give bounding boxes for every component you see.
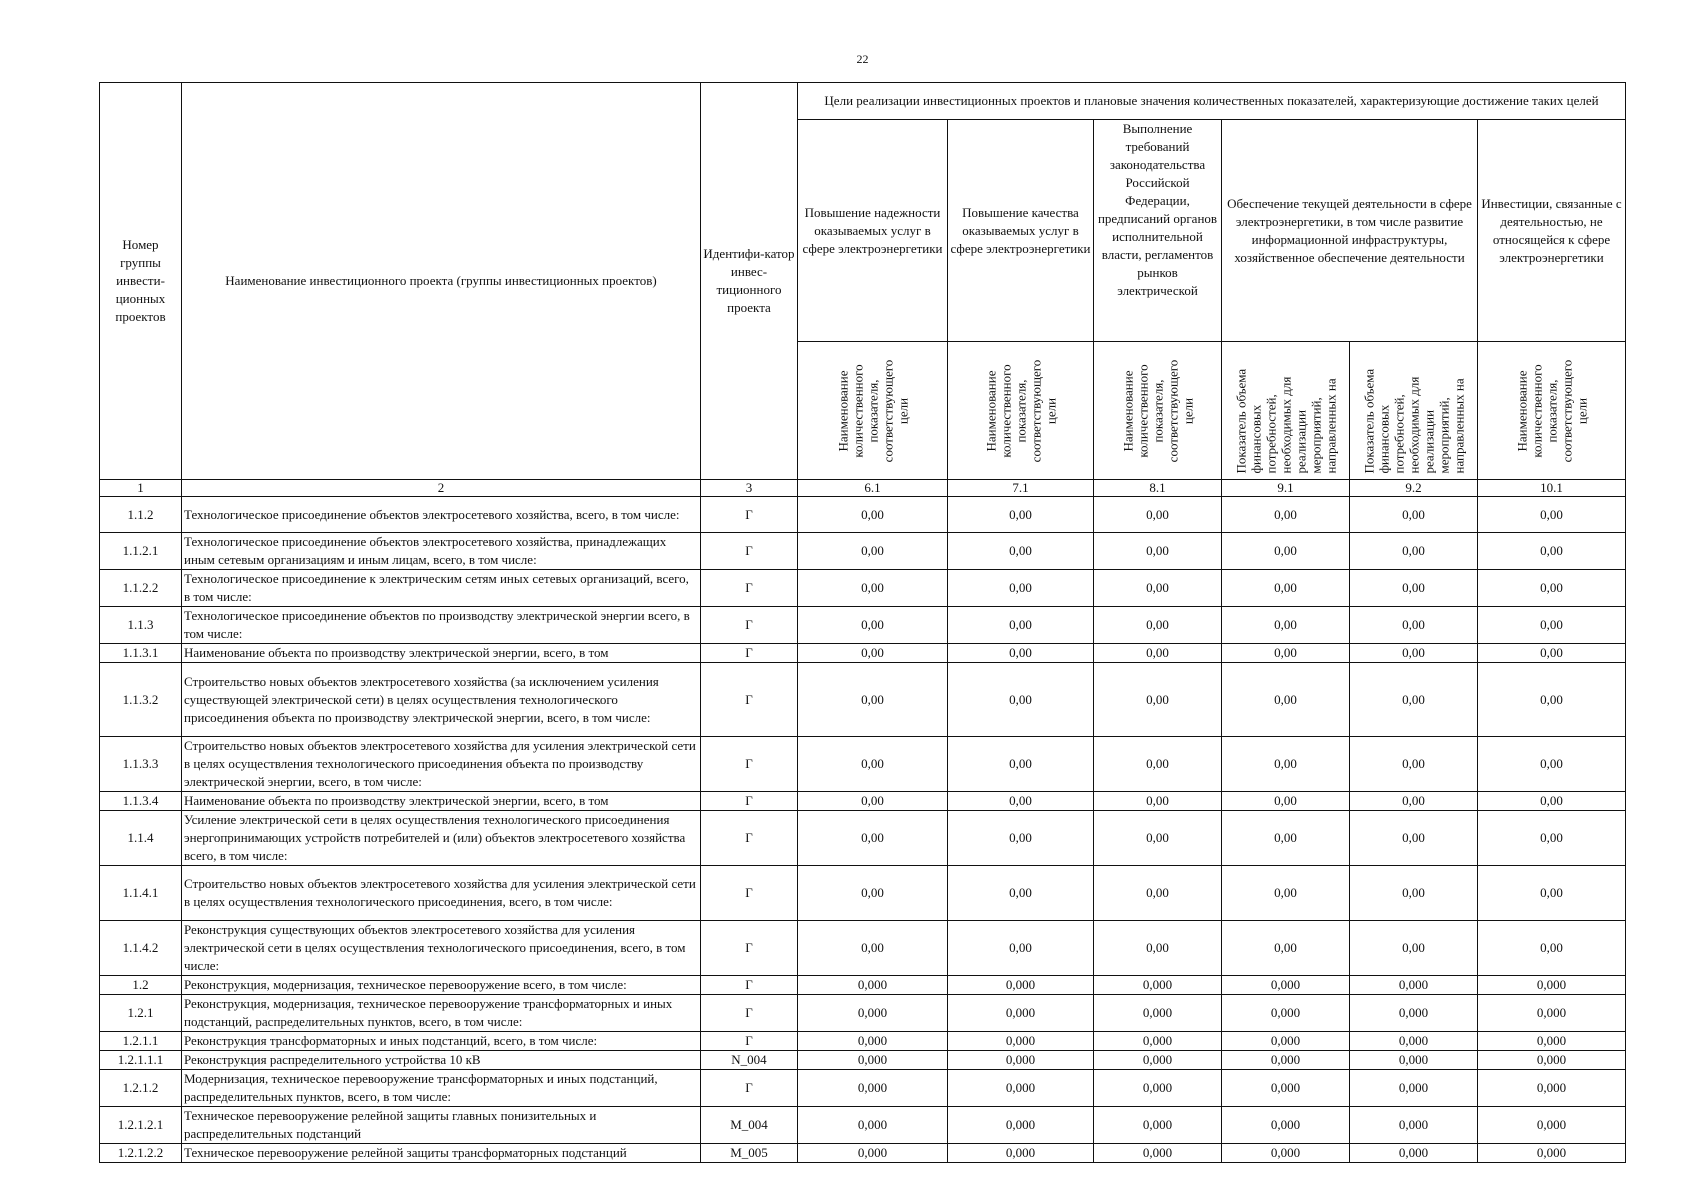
table-row — [100, 533, 1626, 570]
row-value: 0,00 — [798, 533, 948, 570]
row-group-number: 1.1.3 — [100, 607, 182, 644]
row-project-name: Техническое перевооружение релейной защиты трансформаторных подстанций — [182, 1144, 701, 1163]
header-indicator-7 — [948, 342, 1094, 480]
row-value: 0,00 — [1478, 921, 1626, 976]
row-project-id: Г — [701, 533, 798, 570]
header-indicator-7-text: Наименование количественного показателя, соответствующего цели — [983, 359, 1058, 462]
row-project-id: Г — [701, 737, 798, 792]
row-value: 0,000 — [1350, 1051, 1478, 1070]
row-value: 0,00 — [798, 792, 948, 811]
table-row — [100, 644, 1626, 663]
row-value: 0,00 — [1350, 570, 1478, 607]
row-project-name: Технологическое присоединение объектов электросетевого хозяйства, принадлежащих иным сетевым организациям и иным лицам, всего, в том числе: — [182, 533, 701, 570]
row-project-id: Г — [701, 570, 798, 607]
row-value: 0,000 — [1350, 1107, 1478, 1144]
row-value: 0,00 — [1222, 570, 1350, 607]
column-index: 9.2 — [1350, 480, 1478, 497]
row-value: 0,000 — [1478, 1032, 1626, 1051]
row-value: 0,00 — [948, 497, 1094, 533]
header-financial-9-2-text: Показатель объема финансовых потребностей, необходимых для реализации мероприятий, направленных на — [1361, 368, 1466, 473]
row-value: 0,000 — [1350, 995, 1478, 1032]
header-financial-9-1-text: Показатель объема финансовых потребностей, необходимых для реализации мероприятий, направленных на — [1233, 368, 1338, 473]
row-project-name: Реконструкция трансформаторных и иных подстанций, всего, в том числе: — [182, 1032, 701, 1051]
table-row — [100, 1144, 1626, 1163]
row-project-name: Технологическое присоединение объектов электросетевого хозяйства, всего, в том числе: — [182, 497, 701, 533]
header-project-name: Наименование инвестиционного проекта (группы инвестиционных проектов) — [182, 83, 701, 480]
row-group-number: 1.2.1.1.1 — [100, 1051, 182, 1070]
header-indicator-8-text: Наименование количественного показателя, соответствующего цели — [1120, 359, 1195, 462]
row-project-name: Строительство новых объектов электросетевого хозяйства для усиления электрической сети в целях осуществления технологического присоединения объекта по производству электрической энергии, всего, в том числе: — [182, 737, 701, 792]
row-value: 0,00 — [1350, 533, 1478, 570]
row-value: 0,000 — [1478, 976, 1626, 995]
row-group-number: 1.1.3.1 — [100, 644, 182, 663]
table-row — [100, 995, 1626, 1032]
row-value: 0,000 — [1222, 976, 1350, 995]
row-value: 0,000 — [798, 1107, 948, 1144]
row-value: 0,000 — [1094, 1144, 1222, 1163]
row-value: 0,000 — [948, 995, 1094, 1032]
row-value: 0,00 — [948, 607, 1094, 644]
table-row — [100, 737, 1626, 792]
row-value: 0,00 — [948, 663, 1094, 737]
row-value: 0,000 — [1350, 976, 1478, 995]
table-row — [100, 1107, 1626, 1144]
row-value: 0,00 — [1350, 663, 1478, 737]
header-goal-legal — [1094, 120, 1222, 342]
column-index: 3 — [701, 480, 798, 497]
row-value: 0,00 — [1350, 644, 1478, 663]
row-value: 0,00 — [1094, 497, 1222, 533]
header-indicator-6 — [798, 342, 948, 480]
row-value: 0,000 — [1222, 1032, 1350, 1051]
row-project-id: Г — [701, 976, 798, 995]
row-value: 0,00 — [1094, 663, 1222, 737]
row-value: 0,00 — [1094, 644, 1222, 663]
row-project-id: M_005 — [701, 1144, 798, 1163]
table-row — [100, 1070, 1626, 1107]
header-financial-9-2 — [1350, 342, 1478, 480]
row-group-number: 1.2 — [100, 976, 182, 995]
table-row — [100, 792, 1626, 811]
column-index: 1 — [100, 480, 182, 497]
row-project-id: Г — [701, 1070, 798, 1107]
row-project-id: Г — [701, 644, 798, 663]
row-value: 0,00 — [1222, 644, 1350, 663]
row-value: 0,000 — [1478, 1144, 1626, 1163]
row-value: 0,000 — [798, 1144, 948, 1163]
row-group-number: 1.2.1 — [100, 995, 182, 1032]
row-value: 0,000 — [1478, 1070, 1626, 1107]
row-value: 0,00 — [798, 866, 948, 921]
header-indicator-10-text: Наименование количественного показателя, соответствующего цели — [1514, 359, 1589, 462]
row-value: 0,00 — [1350, 607, 1478, 644]
table-row — [100, 607, 1626, 644]
row-group-number: 1.1.4.2 — [100, 921, 182, 976]
row-value: 0,000 — [1478, 1107, 1626, 1144]
row-value: 0,00 — [1094, 533, 1222, 570]
row-value: 0,000 — [1094, 976, 1222, 995]
row-project-id: N_004 — [701, 1051, 798, 1070]
column-index: 2 — [182, 480, 701, 497]
row-value: 0,00 — [948, 921, 1094, 976]
row-value: 0,000 — [798, 1051, 948, 1070]
column-index: 9.1 — [1222, 480, 1350, 497]
row-project-name: Усиление электрической сети в целях осуществления технологического присоединения энергопринимающих устройств потребителей и (или) объектов электросетевого хозяйства всего, в том числе: — [182, 811, 701, 866]
row-value: 0,000 — [1222, 1070, 1350, 1107]
row-project-id: Г — [701, 607, 798, 644]
row-value: 0,000 — [1094, 1032, 1222, 1051]
row-project-name: Строительство новых объектов электросетевого хозяйства (за исключением усиления существующей электрической сети) в целях осуществления технологического присоединения объекта по производству электрической энергии, всего, в том числе: — [182, 663, 701, 737]
row-value: 0,00 — [1478, 607, 1626, 644]
row-value: 0,000 — [948, 1070, 1094, 1107]
row-value: 0,000 — [948, 1144, 1094, 1163]
row-group-number: 1.1.2 — [100, 497, 182, 533]
table-row — [100, 570, 1626, 607]
column-index-row — [100, 480, 1626, 497]
row-value: 0,00 — [1350, 866, 1478, 921]
row-value: 0,000 — [1350, 1144, 1478, 1163]
header-goal-legal-text: Выполнение требований законодательства Российской Федерации, предписаний органов исполнительной власти, регламентов рынков электрической — [1097, 121, 1218, 298]
row-value: 0,00 — [948, 737, 1094, 792]
row-value: 0,00 — [1478, 866, 1626, 921]
row-value: 0,00 — [1222, 497, 1350, 533]
row-value: 0,000 — [1222, 1107, 1350, 1144]
row-value: 0,00 — [1478, 570, 1626, 607]
row-value: 0,00 — [948, 792, 1094, 811]
row-value: 0,00 — [1222, 533, 1350, 570]
row-project-name: Наименование объекта по производству электрической энергии, всего, в том — [182, 792, 701, 811]
row-value: 0,00 — [798, 737, 948, 792]
row-value: 0,00 — [1350, 921, 1478, 976]
row-value: 0,00 — [1222, 792, 1350, 811]
row-project-name: Реконструкция, модернизация, техническое перевооружение всего, в том числе: — [182, 976, 701, 995]
row-project-id: M_004 — [701, 1107, 798, 1144]
row-value: 0,000 — [1094, 995, 1222, 1032]
row-project-name: Реконструкция распределительного устройства 10 кВ — [182, 1051, 701, 1070]
table-row — [100, 497, 1626, 533]
investment-projects-table — [99, 82, 1626, 1163]
row-group-number: 1.2.1.2.1 — [100, 1107, 182, 1144]
row-value: 0,00 — [1350, 497, 1478, 533]
row-project-name: Реконструкция, модернизация, техническое перевооружение трансформаторных и иных подстанций, распределительных пунктов, всего, в том числе: — [182, 995, 701, 1032]
row-project-name: Технологическое присоединение объектов по производству электрической энергии всего, в том числе: — [182, 607, 701, 644]
row-value: 0,000 — [1478, 1051, 1626, 1070]
row-value: 0,000 — [798, 995, 948, 1032]
page-number: 22 — [856, 52, 869, 66]
row-value: 0,000 — [1350, 1070, 1478, 1107]
row-project-name: Реконструкция существующих объектов электросетевого хозяйства для усиления электрической сети в целях осуществления технологического присоединения, всего, в том числе: — [182, 921, 701, 976]
row-value: 0,000 — [948, 976, 1094, 995]
row-value: 0,000 — [948, 1107, 1094, 1144]
row-value: 0,00 — [1222, 811, 1350, 866]
table-row — [100, 976, 1626, 995]
header-indicator-6-text: Наименование количественного показателя, соответствующего цели — [835, 359, 910, 462]
header-project-id: Идентифи-катор инвес-тиционного проекта — [701, 83, 798, 480]
row-project-name: Модернизация, техническое перевооружение трансформаторных и иных подстанций, распределительных пунктов, всего, в том числе: — [182, 1070, 701, 1107]
row-value: 0,000 — [948, 1032, 1094, 1051]
row-value: 0,000 — [1222, 1051, 1350, 1070]
row-value: 0,00 — [1478, 663, 1626, 737]
row-value: 0,00 — [1222, 663, 1350, 737]
row-group-number: 1.1.4.1 — [100, 866, 182, 921]
column-index: 10.1 — [1478, 480, 1626, 497]
row-value: 0,000 — [798, 976, 948, 995]
row-value: 0,000 — [798, 1032, 948, 1051]
header-indicator-10 — [1478, 342, 1626, 480]
row-project-name: Строительство новых объектов электросетевого хозяйства для усиления электрической сети в целях осуществления технологического присоединения, всего, в том числе: — [182, 866, 701, 921]
row-value: 0,00 — [1094, 866, 1222, 921]
row-value: 0,00 — [1478, 644, 1626, 663]
row-value: 0,00 — [948, 533, 1094, 570]
row-project-id: Г — [701, 1032, 798, 1051]
row-value: 0,00 — [1478, 737, 1626, 792]
row-value: 0,000 — [1094, 1051, 1222, 1070]
row-group-number: 1.1.3.2 — [100, 663, 182, 737]
row-value: 0,00 — [1478, 811, 1626, 866]
row-value: 0,00 — [1094, 570, 1222, 607]
table-row — [100, 663, 1626, 737]
table-row — [100, 811, 1626, 866]
row-value: 0,000 — [1222, 995, 1350, 1032]
row-value: 0,000 — [1350, 1032, 1478, 1051]
row-group-number: 1.1.4 — [100, 811, 182, 866]
row-value: 0,00 — [798, 644, 948, 663]
row-project-id: Г — [701, 497, 798, 533]
table-row — [100, 1051, 1626, 1070]
row-value: 0,00 — [798, 811, 948, 866]
table-row — [100, 1032, 1626, 1051]
row-value: 0,000 — [1222, 1144, 1350, 1163]
row-value: 0,00 — [1222, 737, 1350, 792]
row-value: 0,00 — [948, 570, 1094, 607]
row-value: 0,00 — [798, 497, 948, 533]
row-value: 0,00 — [1222, 866, 1350, 921]
column-index: 8.1 — [1094, 480, 1222, 497]
row-group-number: 1.2.1.1 — [100, 1032, 182, 1051]
row-project-id: Г — [701, 811, 798, 866]
row-value: 0,000 — [1094, 1070, 1222, 1107]
row-value: 0,00 — [948, 866, 1094, 921]
row-value: 0,00 — [798, 663, 948, 737]
row-value: 0,00 — [1350, 792, 1478, 811]
row-project-id: Г — [701, 866, 798, 921]
row-value: 0,00 — [1478, 533, 1626, 570]
table-row — [100, 921, 1626, 976]
row-value: 0,00 — [798, 570, 948, 607]
header-goal-quality: Повышение качества оказываемых услуг в сфере электроэнергетики — [948, 120, 1094, 342]
table-row — [100, 866, 1626, 921]
row-group-number: 1.2.1.2 — [100, 1070, 182, 1107]
row-value: 0,00 — [948, 644, 1094, 663]
row-value: 0,00 — [798, 921, 948, 976]
header-goals-title: Цели реализации инвестиционных проектов и плановые значения количественных показателей, характеризующие достижение таких целей — [798, 83, 1626, 120]
row-project-name: Технологическое присоединение к электрическим сетям иных сетевых организаций, всего, в том числе: — [182, 570, 701, 607]
header-financial-9-1 — [1222, 342, 1350, 480]
row-group-number: 1.2.1.2.2 — [100, 1144, 182, 1163]
header-goal-reliability: Повышение надежности оказываемых услуг в сфере электроэнергетики — [798, 120, 948, 342]
header-group-number: Номер группы инвести-ционных проектов — [100, 83, 182, 480]
row-project-id: Г — [701, 921, 798, 976]
row-value: 0,00 — [1094, 921, 1222, 976]
row-project-name: Наименование объекта по производству электрической энергии, всего, в том — [182, 644, 701, 663]
row-value: 0,00 — [1350, 811, 1478, 866]
row-value: 0,00 — [1350, 737, 1478, 792]
row-group-number: 1.1.2.1 — [100, 533, 182, 570]
row-project-id: Г — [701, 663, 798, 737]
row-value: 0,000 — [1478, 995, 1626, 1032]
row-value: 0,00 — [1094, 811, 1222, 866]
row-value: 0,000 — [1094, 1107, 1222, 1144]
row-value: 0,00 — [798, 607, 948, 644]
row-value: 0,000 — [798, 1070, 948, 1107]
row-project-id: Г — [701, 995, 798, 1032]
row-value: 0,00 — [948, 811, 1094, 866]
row-value: 0,00 — [1222, 607, 1350, 644]
header-indicator-8 — [1094, 342, 1222, 480]
row-group-number: 1.1.3.3 — [100, 737, 182, 792]
row-value: 0,00 — [1094, 607, 1222, 644]
row-group-number: 1.1.3.4 — [100, 792, 182, 811]
row-value: 0,00 — [1222, 921, 1350, 976]
row-value: 0,00 — [1478, 792, 1626, 811]
row-value: 0,00 — [1094, 792, 1222, 811]
row-value: 0,000 — [948, 1051, 1094, 1070]
row-project-name: Техническое перевооружение релейной защиты главных понизительных и распределительных подстанций — [182, 1107, 701, 1144]
row-project-id: Г — [701, 792, 798, 811]
row-group-number: 1.1.2.2 — [100, 570, 182, 607]
column-index: 7.1 — [948, 480, 1094, 497]
column-index: 6.1 — [798, 480, 948, 497]
header-goal-non-energy: Инвестиции, связанные с деятельностью, не относящейся к сфере электроэнергетики — [1478, 120, 1626, 342]
row-value: 0,00 — [1478, 497, 1626, 533]
row-value: 0,00 — [1094, 737, 1222, 792]
header-goal-operations: Обеспечение текущей деятельности в сфере электроэнергетики, в том числе развитие информационной инфраструктуры, хозяйственное обеспечение деятельности — [1222, 120, 1478, 342]
